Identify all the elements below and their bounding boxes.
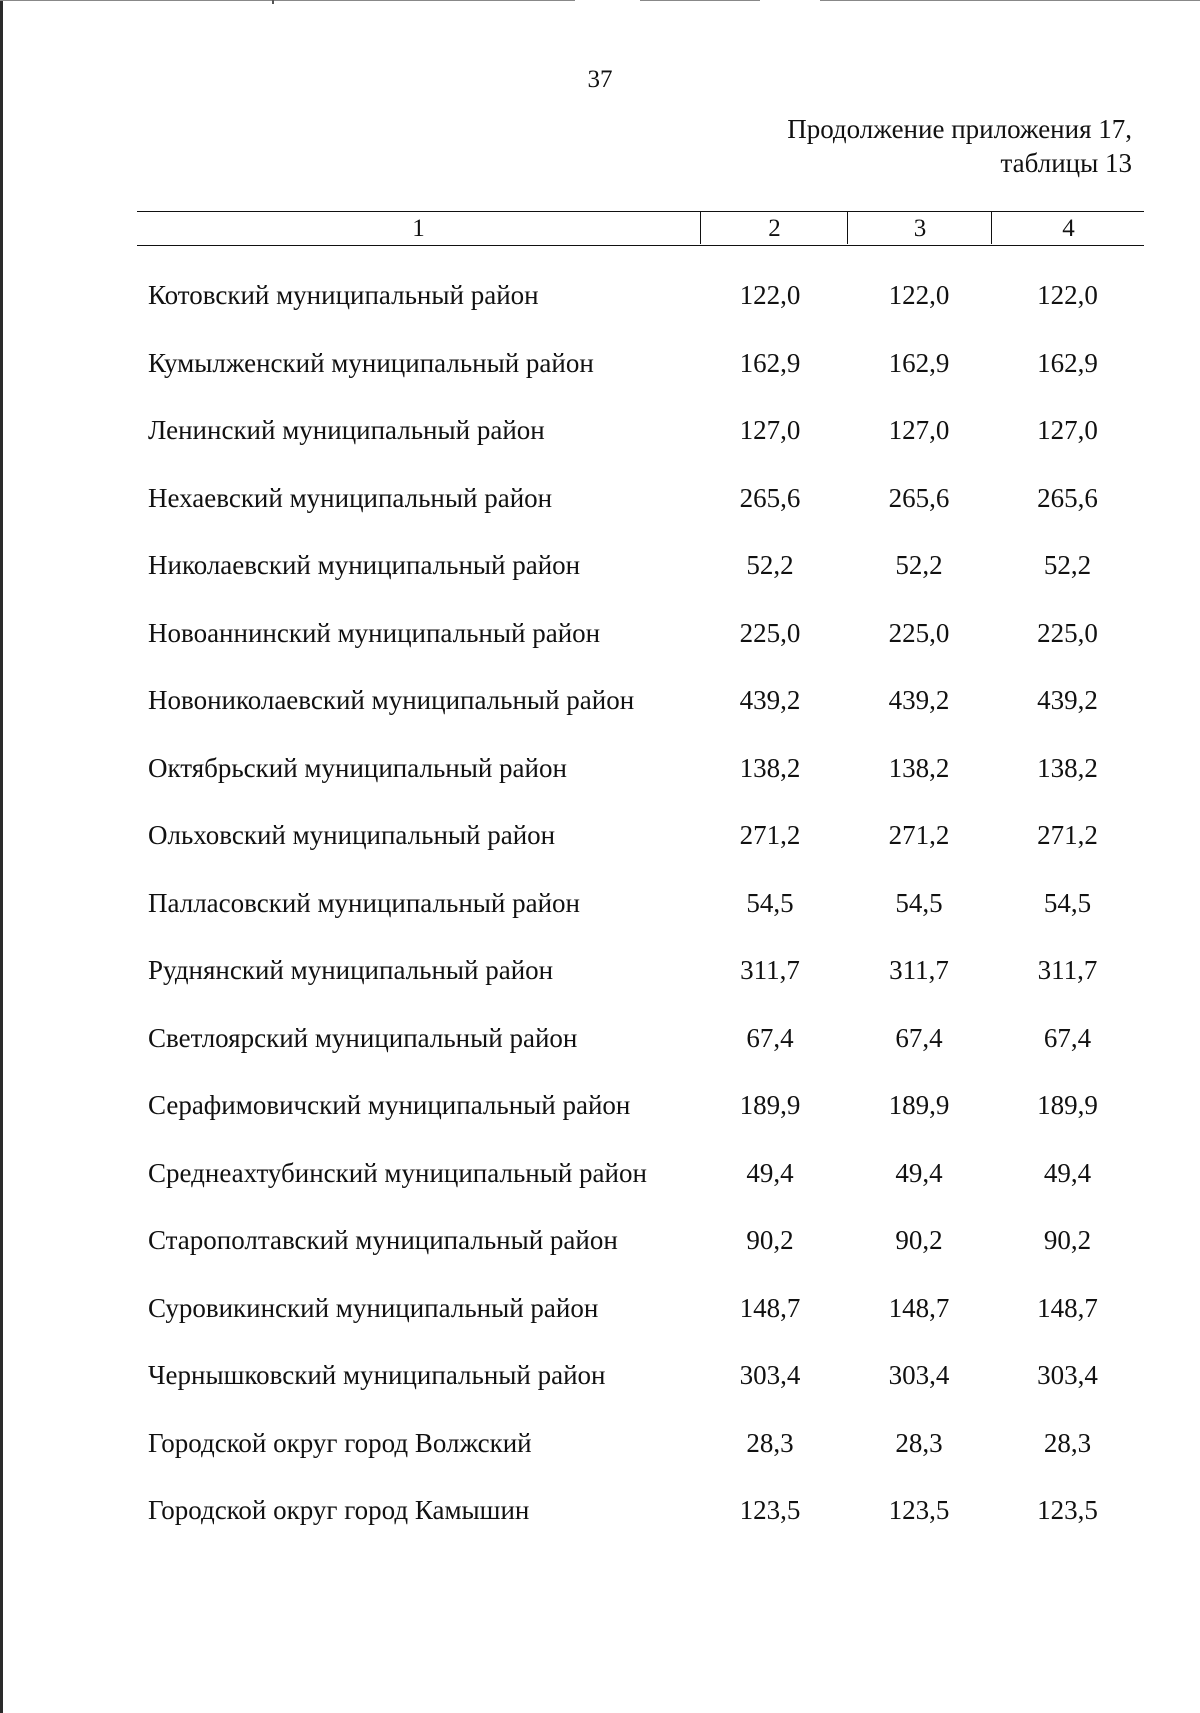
value-cell-col3: 225,0	[888, 617, 950, 648]
value-cell-col3: 138,2	[888, 752, 950, 783]
table-row	[0, 1291, 1200, 1359]
value-cell-col3: 67,4	[895, 1022, 943, 1053]
value-cell-col4: 54,5	[1043, 887, 1092, 918]
table-row	[0, 1493, 1200, 1561]
value-cell-col4: 148,7	[1037, 1292, 1098, 1323]
scan-top-edge	[640, 0, 760, 1]
value-cell-col4: 439,2	[1037, 685, 1098, 715]
district-name-cell: Серафимовичский муниципальный район	[148, 1090, 631, 1120]
district-name-cell: Новоаннинский муниципальный район	[148, 617, 601, 648]
value-cell-col4: 90,2	[1043, 1225, 1092, 1255]
table-row	[0, 1426, 1200, 1494]
table-row	[0, 1156, 1200, 1224]
value-cell-col4: 311,7	[1037, 955, 1098, 985]
table-row	[0, 953, 1200, 1021]
value-cell-col3: 28,3	[895, 1427, 943, 1458]
table-row	[0, 481, 1200, 549]
value-cell-col4: 225,0	[1037, 617, 1098, 648]
value-cell-col2: 123,5	[739, 1495, 801, 1525]
value-cell-col4: 123,5	[1037, 1495, 1098, 1525]
value-cell-col2: 311,7	[740, 955, 800, 985]
district-name-cell: Нехаевский муниципальный район	[148, 482, 553, 513]
district-name-cell: Октябрьский муниципальный район	[148, 752, 567, 783]
value-cell-col3: 148,7	[888, 1292, 950, 1323]
value-cell-col3: 123,5	[888, 1495, 950, 1525]
value-cell-col2: 49,4	[746, 1157, 794, 1188]
table-header-cell: 4	[991, 212, 1145, 244]
value-cell-col4: 138,2	[1037, 752, 1098, 783]
table-row	[0, 278, 1200, 346]
table-row	[0, 413, 1200, 481]
value-cell-col2: 148,7	[739, 1292, 801, 1323]
value-cell-col4: 189,9	[1037, 1090, 1098, 1120]
district-name-cell: Городской округ город Волжский	[148, 1427, 532, 1458]
value-cell-col3: 90,2	[895, 1225, 943, 1255]
value-cell-col2: 225,0	[739, 617, 801, 648]
value-cell-col2: 138,2	[739, 752, 801, 783]
table-row	[0, 1223, 1200, 1291]
district-name-cell: Палласовский муниципальный район	[148, 887, 580, 918]
value-cell-col3: 265,6	[888, 482, 950, 513]
value-cell-col2: 122,0	[739, 280, 801, 310]
table-header-cell: 3	[847, 212, 992, 244]
value-cell-col4: 303,4	[1037, 1360, 1098, 1390]
value-cell-col4: 28,3	[1043, 1427, 1092, 1458]
district-name-cell: Новониколаевский муниципальный район	[148, 685, 635, 715]
value-cell-col3: 311,7	[889, 955, 949, 985]
value-cell-col2: 127,0	[739, 415, 801, 445]
district-name-cell: Ленинский муниципальный район	[148, 415, 545, 445]
value-cell-col3: 122,0	[888, 280, 950, 310]
district-name-cell: Среднеахтубинский муниципальный район	[148, 1157, 647, 1188]
value-cell-col4: 265,6	[1037, 482, 1098, 513]
value-cell-col2: 52,2	[746, 550, 794, 580]
value-cell-col3: 127,0	[888, 415, 950, 445]
table-row	[0, 1358, 1200, 1426]
table-header-cell: 1	[412, 215, 425, 242]
table-row	[0, 1088, 1200, 1156]
value-cell-col3: 439,2	[888, 685, 950, 715]
table-row	[0, 683, 1200, 751]
table-body	[0, 278, 1200, 1561]
value-cell-col4: 122,0	[1037, 280, 1098, 310]
scan-artifact	[272, 0, 274, 4]
district-name-cell: Руднянский муниципальный район	[148, 955, 554, 985]
scan-top-edge	[820, 0, 1200, 1]
district-name-cell: Старополтавский муниципальный район	[148, 1225, 618, 1255]
value-cell-col4: 127,0	[1037, 415, 1098, 445]
value-cell-col3: 271,2	[888, 820, 950, 850]
continuation-heading	[787, 112, 1132, 180]
value-cell-col3: 303,4	[888, 1360, 950, 1390]
value-cell-col2: 265,6	[739, 482, 801, 513]
district-name-cell: Ольховский муниципальный район	[148, 820, 556, 850]
value-cell-col3: 162,9	[888, 347, 950, 378]
value-cell-col2: 67,4	[746, 1022, 794, 1053]
table-row	[0, 346, 1200, 414]
value-cell-col2: 28,3	[746, 1427, 794, 1458]
table-header-cell: 2	[700, 212, 848, 244]
value-cell-col4: 49,4	[1043, 1157, 1092, 1188]
value-cell-col4: 271,2	[1037, 820, 1098, 850]
value-cell-col2: 90,2	[746, 1225, 794, 1255]
district-name-cell: Кумылженский муниципальный район	[148, 347, 594, 378]
table-header-row	[137, 211, 1144, 246]
value-cell-col4: 162,9	[1037, 347, 1098, 378]
continuation-line-1: Продолжение приложения 17,	[787, 114, 1132, 144]
continuation-line-2: таблицы 13	[1000, 148, 1132, 178]
table-row	[0, 548, 1200, 616]
page-number: 37	[587, 66, 613, 93]
table-row	[0, 1021, 1200, 1089]
district-name-cell: Городской округ город Камышин	[148, 1495, 530, 1525]
district-name-cell: Николаевский муниципальный район	[148, 550, 581, 580]
value-cell-col3: 52,2	[895, 550, 943, 580]
value-cell-col3: 189,9	[888, 1090, 950, 1120]
value-cell-col2: 303,4	[739, 1360, 801, 1390]
table-row	[0, 886, 1200, 954]
table-row	[0, 751, 1200, 819]
value-cell-col2: 439,2	[739, 685, 801, 715]
table-row	[0, 818, 1200, 886]
value-cell-col2: 54,5	[746, 887, 794, 918]
value-cell-col2: 271,2	[739, 820, 801, 850]
value-cell-col3: 54,5	[895, 887, 943, 918]
district-name-cell: Светлоярский муниципальный район	[148, 1022, 578, 1053]
value-cell-col2: 162,9	[739, 347, 801, 378]
district-name-cell: Котовский муниципальный район	[148, 280, 539, 310]
scan-top-edge	[0, 0, 575, 1]
value-cell-col4: 52,2	[1043, 550, 1092, 580]
district-name-cell: Чернышковский муниципальный район	[148, 1360, 606, 1390]
value-cell-col3: 49,4	[895, 1157, 943, 1188]
value-cell-col2: 189,9	[739, 1090, 801, 1120]
table-row	[0, 616, 1200, 684]
district-name-cell: Суровикинский муниципальный район	[148, 1292, 599, 1323]
value-cell-col4: 67,4	[1043, 1022, 1092, 1053]
